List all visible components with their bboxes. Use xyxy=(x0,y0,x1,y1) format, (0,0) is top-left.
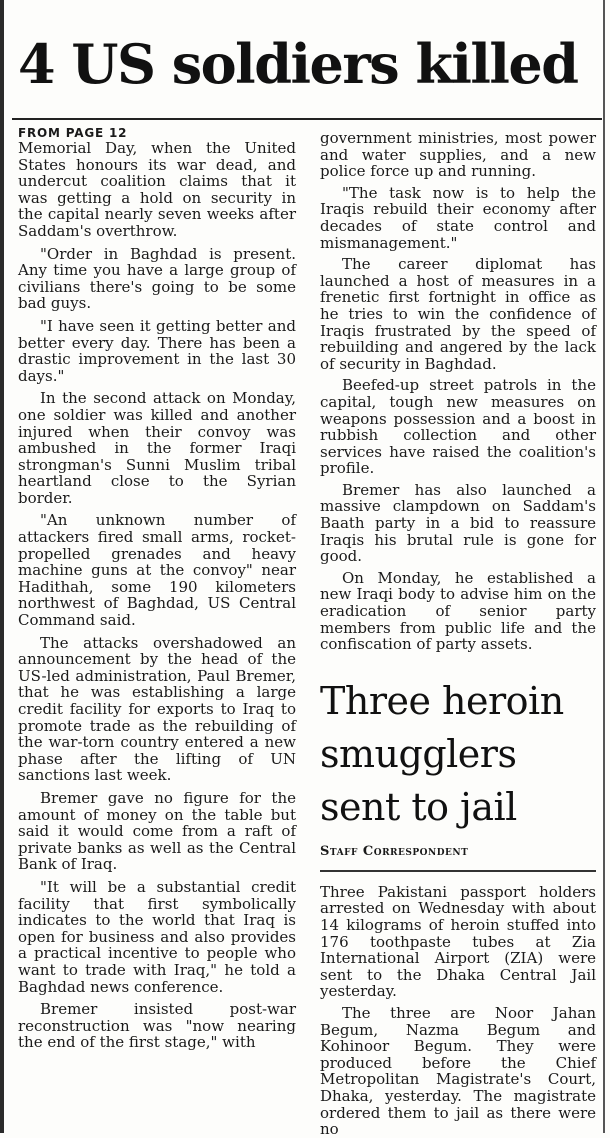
kicker: FROM PAGE 12 xyxy=(18,126,128,140)
paragraph: Bremer insisted post-war reconstruction was "now nearing the end of the first stage," with xyxy=(18,1000,296,1052)
headline-rule xyxy=(12,118,602,120)
paragraph: In the second attack on Monday, one soldier was killed and another injured when their convoy was ambushed in the former Iraqi strongman's Sunni Muslim tribal heartland close to the Syrian border. xyxy=(18,389,296,507)
paragraph: The three are Noor Jahan Begum, Nazma Begum and Kohinoor Begum. They were produced before the Chief Metropolitan Magistrate's Court, Dhaka, yesterday. The magistrate ordered them to jail as there were no xyxy=(320,1003,596,1138)
paragraph: "The task now is to help the Iraqis rebuild their economy after decades of state control and mismanagement." xyxy=(320,183,596,252)
paragraph: The attacks overshadowed an announcement by the head of the US-led administration, Paul Bremer, that he was establishing a large credit facility for exports to Iraq to promote trade as the rebuilding of the war-torn country entered a new phase after the lifting of UN sanctions last week. xyxy=(18,633,296,785)
paragraph: On Monday, he established a new Iraqi body to advise him on the eradication of senior party members from public life and the confiscation of party assets. xyxy=(320,568,596,654)
paragraph: "It will be a substantial credit facility that first symbolically indicates to the world that Iraq is open for business and also provides a practical incentive to people who want to trade with Iraq," he told a Baghdad news conference. xyxy=(18,877,296,996)
left-column xyxy=(18,126,296,1051)
paragraph: Beefed-up street patrols in the capital, tough new measures on weapons possession and a boost in rubbish collection and other services have raised the coalition's profile. xyxy=(320,376,596,478)
headline-line: sent to jail xyxy=(320,784,517,829)
paragraph: "I have seen it getting better and better every day. There has been a drastic improvement in the last 30 days." xyxy=(18,316,296,385)
byline-rule xyxy=(320,870,596,872)
paragraph: Bremer gave no figure for the amount of money on the table but said it would come from a raft of private banks as well as the Central Bank of Iraq. xyxy=(18,788,296,874)
paragraph: Bremer has also launched a massive clampdown on Saddam's Baath party in a bid to reassure Iraqis his brutal rule is gone for good. xyxy=(320,480,596,566)
paragraph: "Order in Baghdad is present. Any time you have a large group of civilians there's going to be some bad guys. xyxy=(18,244,296,313)
paragraph: Three Pakistani passport holders arrested on Wednesday with about 14 kilograms of heroin stuffed into 176 toothpaste tubes at Zia International Airport (ZIA) were sent to the Dhaka Central Jail yesterday. xyxy=(320,882,596,1001)
headline-line: smugglers xyxy=(320,731,517,776)
page-edge-left xyxy=(0,0,4,1133)
right-column xyxy=(320,130,596,1138)
paragraph: The career diplomat has launched a host of measures in a frenetic first fortnight in office as he tries to win the confidence of Iraqis frustrated by the speed of rebuilding and angered by the lack of security in Baghdad. xyxy=(320,255,596,373)
paragraph: government ministries, most power and water supplies, and a new police force up and running. xyxy=(320,129,596,181)
second-story-headline xyxy=(320,675,596,834)
paragraph: Memorial Day, when the United States honours its war dead, and undercut coalition claims that it was getting a hold on security in the capital nearly seven weeks after Saddam's overthrow. xyxy=(18,139,296,240)
byline: Staff Correspondent xyxy=(320,843,469,859)
headline-line: Three heroin xyxy=(320,678,564,723)
headline: 4 US soldiers killed xyxy=(18,32,578,96)
paragraph: "An unknown number of attackers fired small arms, rocket-propelled grenades and heavy machine guns at the convoy" near Hadithah, some 190 kilometers northwest of Baghdad, US Central Command said. xyxy=(18,511,296,630)
column-edge-right xyxy=(603,0,605,1133)
